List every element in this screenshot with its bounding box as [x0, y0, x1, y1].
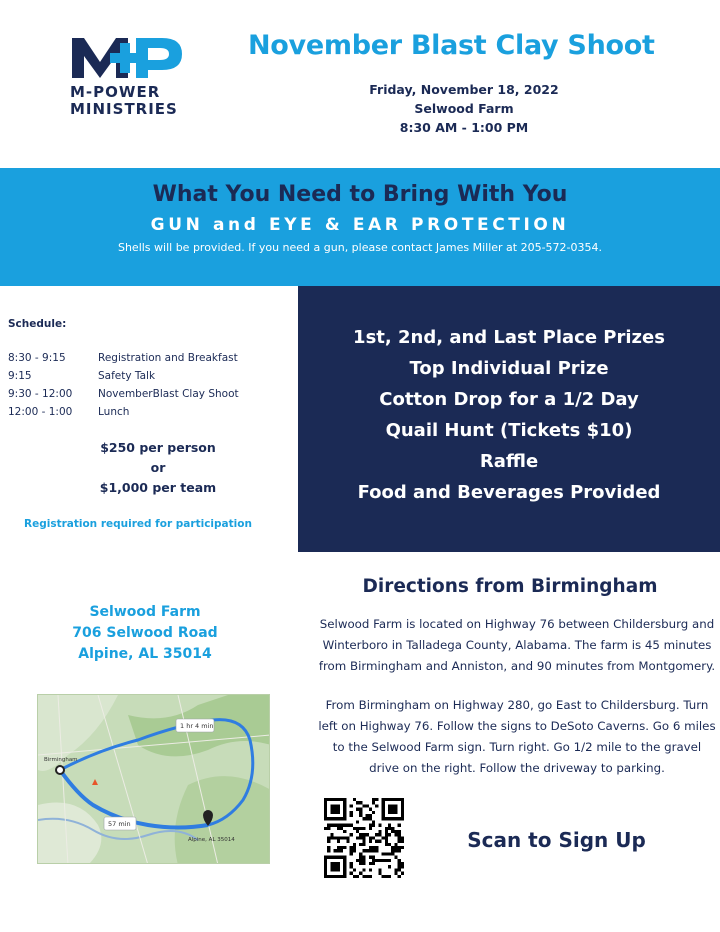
route-map-graphic — [38, 695, 270, 864]
prize-item: Quail Hunt (Tickets $10) — [385, 420, 633, 441]
prize-item: 1st, 2nd, and Last Place Prizes — [353, 327, 665, 348]
start-marker-icon — [56, 766, 64, 774]
schedule-time: 9:30 - 12:00 — [8, 388, 73, 400]
schedule-activity: Lunch — [98, 406, 130, 418]
prize-item: Food and Beverages Provided — [357, 482, 661, 503]
schedule-time: 8:30 - 9:15 — [8, 352, 66, 364]
logo-name-line2: MINISTRIES — [70, 100, 178, 118]
prizes-panel — [298, 286, 720, 552]
prizes-list — [298, 322, 720, 508]
bring-items: GUN and EYE & EAR PROTECTION — [150, 215, 570, 235]
schedule-activity: NovemberBlast Clay Shoot — [98, 388, 239, 400]
schedule-time: 9:15 — [8, 370, 32, 382]
schedule-time: 12:00 - 1:00 — [8, 406, 73, 418]
directions-paragraph: From Birmingham on Highway 280, go East to Childersburg. Turn left on Highway 76. Follow the signs to DeSoto Caverns. Go 6 miles to the Selwood Farm sign. Turn right. Go 1/2 mile to the gravel drive on the right. Follow the driveway to parking. — [318, 698, 716, 775]
location-street: 706 Selwood Road — [72, 625, 218, 641]
registration-note: Registration required for participation — [24, 518, 252, 530]
event-info — [362, 80, 566, 137]
schedule-row — [8, 367, 293, 385]
schedule-label: Schedule: — [8, 318, 67, 330]
event-title: November Blast Clay Shoot — [248, 30, 655, 61]
schedule-activity: Safety Talk — [98, 370, 156, 382]
pricing — [40, 438, 276, 498]
prize-item: Top Individual Prize — [409, 358, 609, 379]
route-time-label: 57 min — [108, 820, 131, 828]
bring-note: Shells will be provided. If you need a gun, please contact James Miller at 205-572-0354. — [117, 241, 603, 254]
prize-item: Cotton Drop for a 1/2 Day — [379, 389, 639, 410]
mp-monogram-icon — [70, 36, 186, 80]
schedule-list — [8, 349, 293, 421]
m-power-logo — [70, 36, 190, 118]
location-name: Selwood Farm — [89, 604, 201, 620]
directions-body — [318, 614, 716, 779]
event-time: 8:30 AM - 1:00 PM — [399, 120, 529, 135]
price-per-person: $250 per person — [100, 440, 216, 455]
bring-heading: What You Need to Bring With You — [152, 182, 568, 207]
price-or: or — [150, 460, 166, 475]
schedule-activity: Registration and Breakfast — [98, 352, 238, 364]
schedule-row — [8, 349, 293, 367]
route-map — [37, 694, 270, 864]
prize-item: Raffle — [479, 451, 539, 472]
schedule-row — [8, 385, 293, 403]
scan-to-sign-up: Scan to Sign Up — [467, 828, 646, 852]
event-venue: Selwood Farm — [414, 101, 514, 116]
directions-heading: Directions from Birmingham — [362, 576, 658, 597]
route-time-label: 1 hr 4 min — [180, 722, 214, 730]
what-to-bring-band — [0, 168, 720, 286]
map-label-start: Birmingham — [44, 757, 78, 763]
schedule-panel — [0, 286, 298, 552]
signup-qr-code[interactable] — [324, 798, 404, 878]
directions-paragraph: Selwood Farm is located on Highway 76 between Childersburg and Winterboro in Talladega County, Alabama. The farm is 45 minutes from Birmingham and Anniston, and 90 minutes from Montgomery. — [318, 617, 716, 673]
schedule-row — [8, 403, 293, 421]
location-city: Alpine, AL 35014 — [78, 646, 212, 662]
map-label-end: Alpine, AL 35014 — [188, 837, 235, 843]
event-date: Friday, November 18, 2022 — [369, 82, 559, 97]
price-per-team: $1,000 per team — [99, 480, 217, 495]
logo-name-line1: M-POWER — [70, 83, 161, 101]
location-address — [60, 602, 230, 665]
qr-code-icon — [324, 798, 404, 878]
